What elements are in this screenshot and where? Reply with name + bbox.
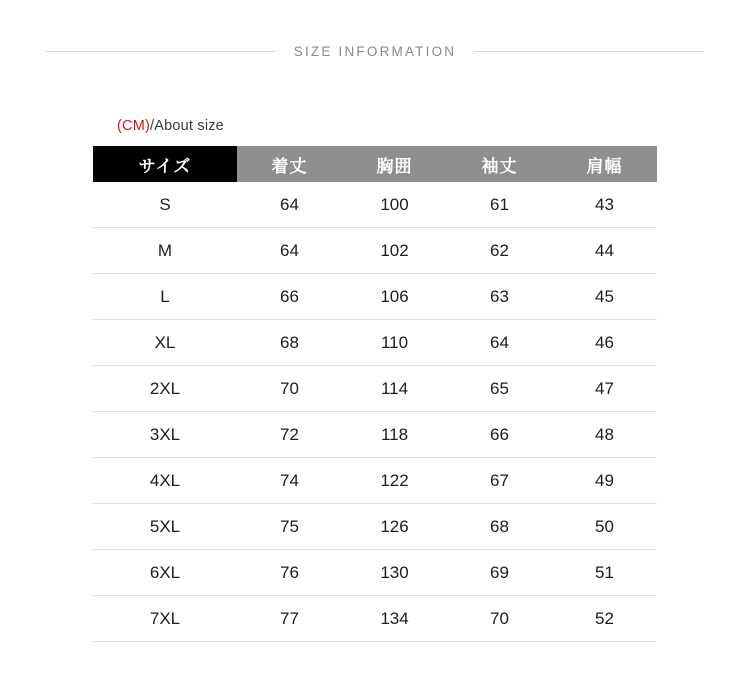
cell-bust: 130 <box>342 550 447 596</box>
table-row <box>93 366 657 412</box>
cell-length: 68 <box>237 320 342 366</box>
page-title: SIZE INFORMATION <box>293 44 457 59</box>
size-table-container <box>93 146 657 642</box>
cell-shoulder: 46 <box>552 320 657 366</box>
cell-sleeve: 64 <box>447 320 552 366</box>
cell-size: S <box>93 182 237 228</box>
table-row <box>93 320 657 366</box>
cell-shoulder: 50 <box>552 504 657 550</box>
cell-size: 6XL <box>93 550 237 596</box>
cell-length: 77 <box>237 596 342 642</box>
cell-bust: 134 <box>342 596 447 642</box>
cell-size: 3XL <box>93 412 237 458</box>
cell-sleeve: 66 <box>447 412 552 458</box>
table-header-row <box>93 146 657 182</box>
section-header <box>0 44 750 59</box>
cell-size: 7XL <box>93 596 237 642</box>
cell-bust: 106 <box>342 274 447 320</box>
table-row <box>93 504 657 550</box>
cell-size: 4XL <box>93 458 237 504</box>
cell-bust: 100 <box>342 182 447 228</box>
cell-shoulder: 43 <box>552 182 657 228</box>
size-table <box>93 146 657 642</box>
cell-length: 70 <box>237 366 342 412</box>
cell-shoulder: 47 <box>552 366 657 412</box>
table-row <box>93 228 657 274</box>
column-header-size: サイズ <box>93 146 237 182</box>
cell-length: 74 <box>237 458 342 504</box>
column-header-length: 着丈 <box>237 146 342 182</box>
unit-label: (CM) <box>117 118 151 134</box>
cell-shoulder: 44 <box>552 228 657 274</box>
cell-size: 5XL <box>93 504 237 550</box>
cell-sleeve: 65 <box>447 366 552 412</box>
cell-shoulder: 51 <box>552 550 657 596</box>
table-row <box>93 596 657 642</box>
cell-length: 76 <box>237 550 342 596</box>
cell-length: 72 <box>237 412 342 458</box>
table-row <box>93 274 657 320</box>
cell-length: 64 <box>237 182 342 228</box>
unit-note <box>117 118 224 134</box>
table-row <box>93 550 657 596</box>
cell-length: 64 <box>237 228 342 274</box>
header-rule-left <box>46 51 276 52</box>
cell-size: 2XL <box>93 366 237 412</box>
cell-sleeve: 63 <box>447 274 552 320</box>
cell-shoulder: 45 <box>552 274 657 320</box>
cell-bust: 118 <box>342 412 447 458</box>
cell-bust: 126 <box>342 504 447 550</box>
column-header-shoulder: 肩幅 <box>552 146 657 182</box>
cell-bust: 110 <box>342 320 447 366</box>
cell-sleeve: 67 <box>447 458 552 504</box>
about-size-label: /About size <box>150 118 224 134</box>
table-row <box>93 182 657 228</box>
cell-bust: 114 <box>342 366 447 412</box>
cell-size: M <box>93 228 237 274</box>
column-header-sleeve: 袖丈 <box>447 146 552 182</box>
cell-sleeve: 68 <box>447 504 552 550</box>
table-row <box>93 458 657 504</box>
cell-sleeve: 70 <box>447 596 552 642</box>
cell-shoulder: 48 <box>552 412 657 458</box>
cell-sleeve: 69 <box>447 550 552 596</box>
cell-sleeve: 61 <box>447 182 552 228</box>
cell-length: 75 <box>237 504 342 550</box>
cell-sleeve: 62 <box>447 228 552 274</box>
column-header-bust: 胸囲 <box>342 146 447 182</box>
cell-shoulder: 49 <box>552 458 657 504</box>
size-table-body <box>93 182 657 642</box>
cell-bust: 102 <box>342 228 447 274</box>
cell-size: L <box>93 274 237 320</box>
size-table-head <box>93 146 657 182</box>
table-row <box>93 412 657 458</box>
cell-shoulder: 52 <box>552 596 657 642</box>
header-rule-right <box>474 51 704 52</box>
cell-length: 66 <box>237 274 342 320</box>
cell-bust: 122 <box>342 458 447 504</box>
cell-size: XL <box>93 320 237 366</box>
